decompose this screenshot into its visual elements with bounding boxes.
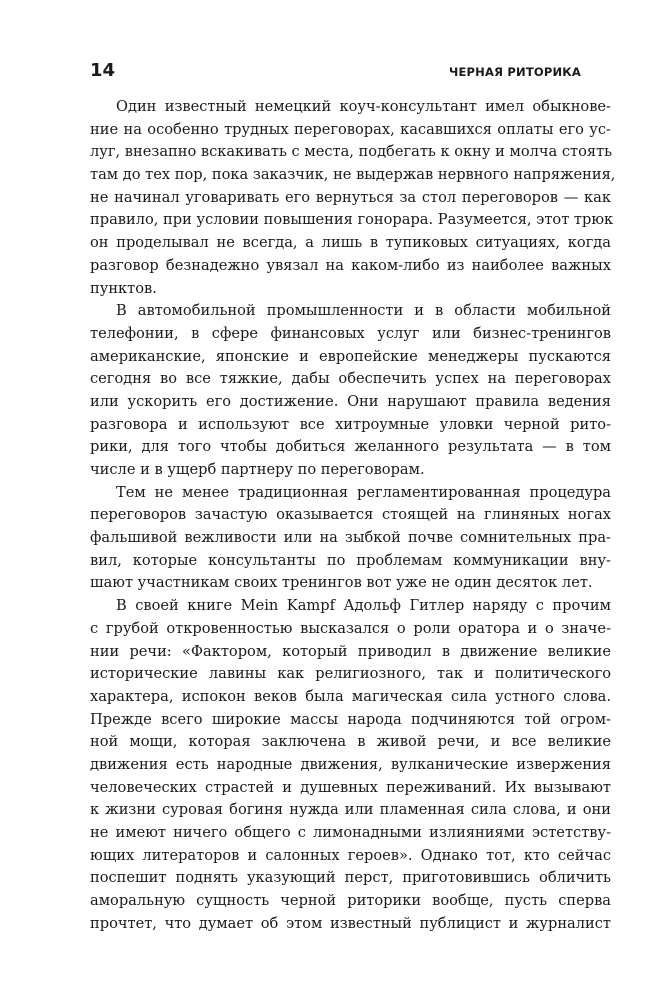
text-line: ние на особенно трудных переговорах, касавшихся оплаты его ус- — [90, 120, 611, 138]
text-line: американские, японские и европейские менеджеры пускаются — [90, 347, 611, 365]
text-line: человеческих страстей и душевных переживаний. Их вызывают — [90, 778, 611, 796]
text-line: телефонии, в сфере финансовых услуг или бизнес-тренингов — [90, 324, 611, 342]
text-line: с грубой откровенностью высказался о роли оратора и о значе- — [90, 619, 611, 637]
text-line: аморальную сущность черной риторики вообще, пусть сперва — [90, 892, 611, 910]
text-line: ющих литераторов и салонных героев». Однако тот, кто сейчас — [90, 846, 611, 864]
running-title: ЧЕРНАЯ РИТОРИКА — [449, 65, 581, 79]
text-line: Один известный немецкий коуч-консультант имел обыкнове- — [116, 98, 611, 115]
text-line: характера, испокон веков была магическая сила устного слова. — [90, 687, 611, 705]
text-line: не начинал уговаривать его вернуться за стол переговоров — как — [90, 188, 611, 206]
text-line: фальшивой вежливости или на зыбкой почве сомнительных пра- — [90, 529, 611, 547]
text-line: к жизни суровая богиня нужда или пламенная сила слова, и они — [90, 801, 611, 819]
text-line: он проделывал не всегда, а лишь в тупиковых ситуациях, когда — [90, 234, 611, 252]
text-line: или ускорить его достижение. Они нарушают правила ведения — [90, 392, 611, 410]
text-line: рики, для того чтобы добиться желанного результата — в том — [90, 438, 611, 456]
text-line: Тем не менее традиционная регламентированная процедура — [116, 483, 611, 501]
text-line: исторические лавины как религиозного, так и политического — [90, 665, 611, 683]
text-line: пунктов. — [90, 279, 157, 297]
text-line: В своей книге Mein Kampf Адольф Гитлер наряду с прочим — [116, 597, 611, 615]
text-line: ной мощи, которая заключена в живой речи, и все великие — [90, 733, 611, 751]
text-line: шают участникам своих тренингов вот уже не один десяток лет. — [90, 574, 593, 592]
text-line: там до тех пор, пока заказчик, не выдержав нервного напряжения, — [90, 166, 616, 184]
text-line: В автомобильной промышленности и в области мобильной — [116, 302, 611, 320]
text-line: поспешит поднять указующий перст, приготовившись обличить — [90, 869, 611, 887]
text-line: луг, внезапно вскакивать с места, подбегать к окну и молча стоять — [90, 143, 613, 161]
text-line: правило, при условии повышения гонорара. Разумеется, этот трюк — [90, 211, 614, 229]
paragraph — [90, 482, 611, 595]
text-line: движения есть народные движения, вулканические извержения — [90, 755, 611, 773]
page-header — [90, 60, 581, 84]
text-line: прочтет, что думает об этом известный публицист и журналист — [90, 914, 611, 932]
text-line: числе и в ущерб партнеру по переговорам. — [90, 461, 425, 478]
text-line: разговора и используют все хитроумные уловки черной рито- — [90, 415, 611, 433]
paragraph — [90, 96, 616, 300]
text-line: нии речи: «Фактором, который приводил в движение великие — [90, 642, 611, 660]
text-line: вил, которые консультанты по проблемам коммуникации вну- — [90, 551, 611, 569]
body-text — [90, 96, 616, 935]
paragraph — [90, 300, 611, 482]
paragraph — [90, 595, 611, 935]
text-line: переговоров зачастую оказывается стоящей на глиняных ногах — [90, 506, 611, 524]
page-number: 14 — [90, 60, 116, 81]
text-line: разговор безнадежно увязал на каком-либо из наиболее важных — [90, 256, 611, 274]
text-line: сегодня во все тяжкие, дабы обеспечить успех на переговорах — [90, 370, 611, 388]
text-line: не имеют ничего общего с лимонадными излияниями эстетству- — [90, 824, 611, 841]
text-line: Прежде всего широкие массы народа подчиняются той огром- — [90, 710, 611, 728]
